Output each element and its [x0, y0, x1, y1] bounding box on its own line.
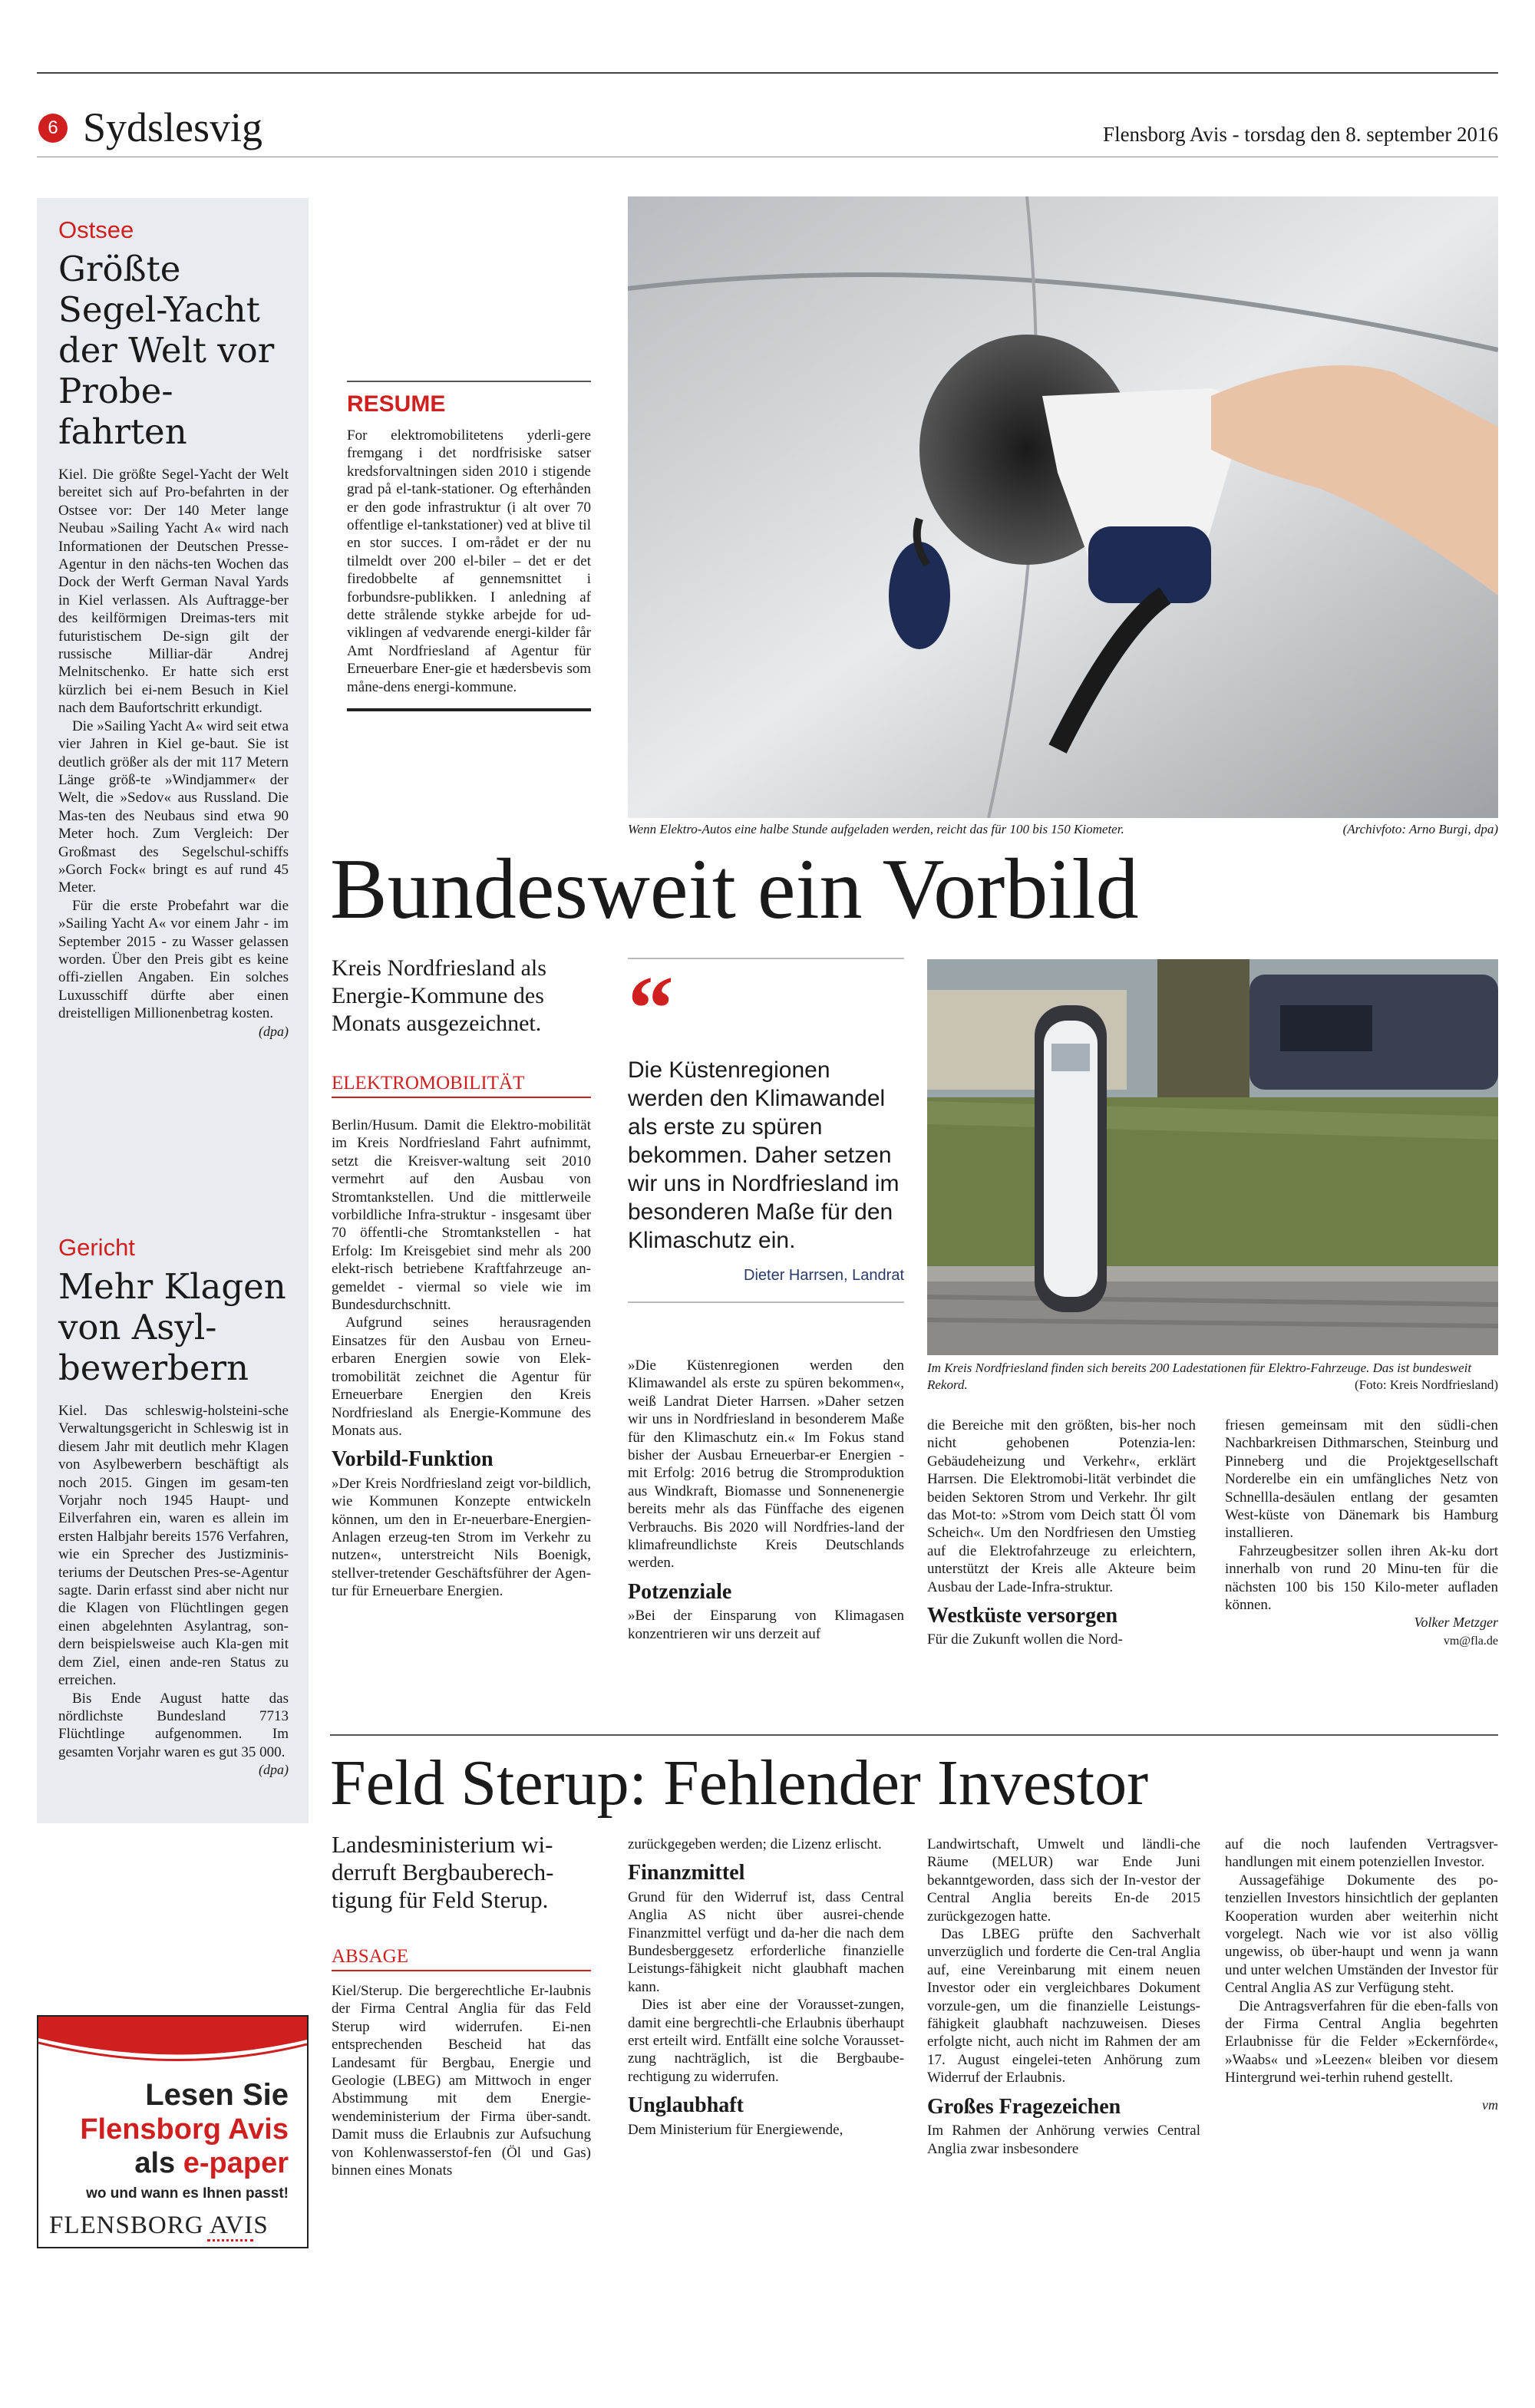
story-body — [927, 1417, 1196, 1649]
ad-line-3-epaper: e-paper — [183, 2147, 289, 2179]
ad-tagline: wo und wann es Ihnen passt! — [86, 2185, 289, 2202]
story-body — [1225, 1836, 1498, 2114]
resume-bottom-rule — [347, 708, 591, 711]
resume-text: For elektromobilitetens yderli-gere fremgang i det nordfrisiske satser kredsforvaltningen siden 2010 i stigende grad på el-tank-stationer. Og efterhånden er den gode infrastruktur (i alt over 70 offentlige el-tankstationer) ved at blive til en stor succes. I om-rådet er der nu tilmeldt over 200 el-biler – det er det firedobbelte af gennemsnittet i forbundsre-publikken. I anledning af dette strålende stykke arbejde for ud-viklingen af vedvarende energi-kilder får Amt Nordfriesland af Agentur für Erneuerbare Ener-gie et hædersbevis som måne-dens energi-kommune. — [347, 427, 591, 695]
section-label: ABSAGE — [332, 1946, 591, 1971]
paragraph: zurückgegeben werden; die Lizenz erlischt. — [628, 1836, 882, 1852]
paragraph: Im Rahmen der Anhörung verwies Central Anglia zwar insbesondere — [927, 2123, 1200, 2157]
subhead: Unglaubhaft — [628, 2093, 744, 2118]
paragraph: Die »Sailing Yacht A« wird seit etwa vier Jahren in Kiel ge-baut. Sie ist deutlich größer als der mit 117 Metern Länge größ-te »Windjammer« der Welt, die »Sedov« aus Russland. Die Mas-ten des Neubaus sind etwa 90 Meter hoch. Zum Vergleich: Der Großmast des Segelschul-schiffs »Gorch Fock« bringt es auf rund 45 Meter. — [58, 717, 289, 896]
paragraph: Bis Ende August hatte das nördlichste Bundesland 7713 Flüchtlinge aufgenommen. Im gesamten Vorjahr waren es gut 35 000. — [58, 1690, 289, 1760]
subhead: Potzenziale — [628, 1579, 732, 1604]
paragraph: Für die Zukunft wollen die Nord- — [927, 1631, 1123, 1648]
story-divider — [330, 1734, 1498, 1736]
ad-line-3-prefix: als — [134, 2147, 183, 2179]
charging-station-photo-art — [927, 959, 1498, 1355]
paragraph: Dem Ministerium für Energiewende, — [628, 2121, 843, 2138]
paragraph: Fahrzeugbesitzer sollen ihren Ak-ku dort innerhalb von rund 20 Minu-ten für die nächsten 100 bis 150 Kilo-meter aufladen können. — [1225, 1542, 1498, 1614]
paragraph: Grund für den Widerruf ist, dass Central Anglia AS nicht über ausrei-chende Finanzmittel verfügt und da-her die nach dem Bundesberggesetz erforderliche finanzielle Leistungs-fähigkeit nicht glaubhaft machen kann. — [628, 1888, 904, 1995]
photo2-caption: Im Kreis Nordfriesland finden sich bereits 200 Ladestationen für Elektro-Fahrzeuge. Das ist bundesweit Rekord. — [927, 1361, 1472, 1392]
photo2-credit: (Foto: Kreis Nordfriesland) — [1355, 1377, 1498, 1392]
second-deck: Landesministerium wi-derruft Bergbauberech-tigung für Feld Sterup. — [332, 1831, 554, 1913]
second-col-4 — [1225, 1836, 1498, 2114]
quote-attribution: Dieter Harrsen, Landrat — [744, 1267, 904, 1284]
subhead: Westküste versorgen — [927, 1604, 1118, 1628]
story-body — [58, 1402, 289, 1780]
second-col-2 — [628, 1836, 904, 2139]
main-col-3 — [927, 1417, 1196, 1649]
pull-quote-bottom-rule — [628, 1301, 904, 1303]
author-name: Volker Metzger — [1414, 1615, 1498, 1631]
story-kicker: Gericht — [58, 1234, 135, 1261]
paper-date: Flensborg Avis - torsdag den 8. september 2016 — [1103, 123, 1498, 146]
ad-logo: FLENSBORG AVIS — [49, 2212, 269, 2239]
ad-red-swoosh — [38, 2017, 307, 2078]
paragraph: Kiel/Sterup. Die bergerechtliche Er-laubnis der Firma Central Anglia für das Feld Sterup wird widerrufen. Ei-nen entsprechenden Bescheid hat das Landesamt für Bergbau, Energie und Geologie (LBEG) am Mittwoch in enger Abstimmung mit dem Energie-wendeministerium der Firma über-sandt. Damit muss die Erlaubnis zur Aufsuchung von Kohlenwasserstof-fen (Öl und Gas) binnen eines Monats — [332, 1983, 591, 2179]
story-body — [628, 1836, 904, 2139]
subhead: Finanzmittel — [628, 1861, 745, 1885]
sidebar-story-yacht — [58, 216, 289, 1041]
paragraph: »Die Küstenregionen werden den Klimawandel als erste zu spüren bekommen«, weiß Landrat Dieter Harrsen. »Daher setzen wir uns in Nordfriesland in besonderem Maße für den Klimaschutz ein.« Im Fokus stand bisher der Ausbau Erneuerbar-er Energien - mit Erfolg: 2016 betrug die Stromproduktion aus Windkraft, Biomasse und Sonnenenergie bereits mehr als das Fünffache des eigenen Verbrauchs. Bis 2020 will Nordfries-land der klimafreundlichste Kreis Deutschlands werden. — [628, 1357, 904, 1572]
second-col-1 — [332, 1831, 591, 2179]
paragraph: Berlin/Husum. Damit die Elektro-mobilität im Kreis Nordfriesland Fahrt aufnimmt, setzt die Kreisver-waltung seit 2010 vermehrt auf den Ausbau von Stromtankstellen. Und die mittlerweile vorbildliche Infra-struktur - insgesamt über 70 öffentli-che Stromtankstellen - hat Erfolg: Im Kreisgebiet sind mehr als 200 elekt-risch betriebene Kraftfahrzeuge an-gemeldet - viermal so viele wie im Bundesdurchschnitt. — [332, 1117, 591, 1314]
story-body — [332, 1982, 591, 2179]
paragraph: Landwirtschaft, Umwelt und ländli-che Räume (MELUR) war Ende Juni bekanntgeworden, dass sich der In-vestor der Central Anglia bereits En-de 2015 zurückgezogen hatte. — [927, 1836, 1200, 1925]
quote-mark: “ — [628, 957, 674, 1059]
second-headline: Feld Sterup: Fehlender Investor — [330, 1747, 1149, 1819]
paragraph: »Der Kreis Nordfriesland zeigt vor-bildlich, wie Kommunen Konzepte entwickeln können, um den in Er-neuerbare-Energien-Anlagen erzeug-ten Strom im Verkehr zu nutzen«, unterstreicht Nils Boenigk, stellver-tretender Geschäftsführer der Agen-tur für Erneuerbare Energien. — [332, 1475, 591, 1600]
resume-box — [347, 381, 591, 711]
main-headline: Bundesweit ein Vorbild — [330, 842, 1139, 937]
story-source: (dpa) — [259, 1762, 289, 1778]
resume-label: RESUME — [347, 391, 446, 417]
main-col-4 — [1225, 1417, 1498, 1650]
second-col-3 — [927, 1836, 1200, 2158]
section-label: ELEKTROMOBILITÄT — [332, 1073, 591, 1098]
paragraph: Für die erste Probefahrt war die »Sailing Yacht A« vor einem Jahr - im September 2015 - zu Wasser gelassen worden. Über den Preis gibt es keine offi-ziellen Angaben. Ein solches Luxusschiff dürfte aber einen dreistelligen Millionenbetrag kosten. — [58, 897, 289, 1022]
main-deck: Kreis Nordfriesland als Energie-Kommune des Monats ausgezeichnet. — [332, 955, 546, 1036]
resume-top-rule — [347, 381, 591, 382]
story-body — [1225, 1417, 1498, 1650]
paragraph: auf die noch laufenden Vertragsver-handlungen mit einem potenziellen Investor. — [1225, 1836, 1498, 1871]
ad-line-1: Lesen Sie — [145, 2078, 289, 2112]
story-headline: Mehr Klagen von Asyl-bewerbern — [58, 1266, 286, 1388]
paragraph: Kiel. Die größte Segel-Yacht der Welt bereitet sich auf Pro-befahrten in der Ostsee vor: Der 140 Meter lange Neubau »Sailing Yacht A« wird nach Informationen der Deutschen Presse-Agentur in den nächs-ten Wochen das Dock der Werft German Naval Yards in Kiel verlassen. Als Auftragge-ber des keilförmigen Dreimas-ters mit futuristischem De-sign gilt der russische Milliar-där Andrej Melnitschenko. Er hatte sich erst kürzlich bei ei-nem Besuch in Kiel nach dem Baufortschritt erkundigt. — [58, 467, 289, 717]
page-number-badge: 6 — [38, 114, 68, 143]
ad-line-2: Flensborg Avis — [80, 2113, 289, 2146]
story-body — [332, 1117, 591, 1601]
ev-charging-photo — [628, 196, 1498, 818]
paragraph: friesen gemeinsam mit den südli-chen Nachbarkreisen Dithmarschen, Steinburg und Pinneberg und die Projektgesellschaft Norderelbe ein ein umfängliches Netz von Schnellla-desäulen entlang der gesamten West-küste von Dänemark bis Hamburg installieren. — [1225, 1417, 1498, 1542]
paragraph: Aussagefähige Dokumente des po-tenziellen Investors hinsichtlich der geplanten Kooperation wurden aber weiterhin nicht vorgelegt. Nach wie vor ist also völlig ungewiss, ob über-haupt und wenn ja wann und unter welchen Umständen der Investor für Central Anglia AS zur Verfügung steht. — [1225, 1872, 1498, 1997]
epaper-ad[interactable] — [37, 2015, 309, 2248]
ad-logo-underline — [207, 2239, 253, 2241]
photo1-caption: Wenn Elektro-Autos eine halbe Stunde aufgeladen werden, reicht das für 100 bis 150 Kiometer. — [628, 822, 1124, 836]
story-body — [58, 466, 289, 1041]
quote-text: Die Küstenregionen werden den Klimawandel als erste zu spüren bekommen. Daher setzen wir uns in Nordfriesland im besonderen Maße für den Klimaschutz ein. — [628, 1057, 900, 1253]
story-body — [927, 1836, 1200, 2158]
top-rule — [37, 72, 1498, 74]
story-body — [628, 1357, 904, 1643]
paragraph: Dies ist aber eine der Vorausset-zungen, damit eine bergrechtli-che Erlaubnis überhaupt erst erteilt wird. Entfällt eine solche Vorausset-zung nachträglich, ist die Bergbaube-rechtigung zu widerrufen. — [628, 1997, 904, 2085]
author-initials: vm — [1482, 2096, 1498, 2113]
main-col-1 — [332, 955, 591, 1601]
paragraph: Die Antragsverfahren für die eben-falls von der Firma Central Anglia begehrten Erlaubnisse für die Felder »Eckernförde«, »Waabs« und »Leezen« bleiben vor diesem Hintergrund wei-terhin ruhend gestellt. — [1225, 1997, 1498, 2086]
main-col-2 — [628, 1357, 904, 1643]
ad-line-3 — [134, 2147, 289, 2180]
story-source: (dpa) — [259, 1023, 289, 1039]
sidebar-story-asylum — [58, 1234, 289, 1780]
paragraph: Kiel. Das schleswig-holsteini-sche Verwaltungsgericht in Schleswig ist in diesem Jahr mit deutlich mehr Klagen von Asylbewerbern beschäftigt als noch 2015. Gingen im gesam-ten Vorjahr noch 1945 Haupt- und Eilverfahren ein, waren es allein im ersten Halbjahr bereits 1576 Verfahren, wie ein Sprecher des Justizminis-teriums der Deutschen Pres-se-Agentur sagte. Darin erfasst sind aber nicht nur die Klagen von Flüchtlingen gegen einen abgelehnten Asylantrag, son-dern beispielsweise auch Kla-gen mit dem Ziel, einen ande-ren Status zu erreichen. — [58, 1403, 289, 1689]
charging-station-photo — [927, 959, 1498, 1355]
story-headline: Größte Segel-Yacht der Welt vor Probe-fahrten — [58, 249, 275, 452]
paragraph: »Bei der Einsparung von Klimagasen konzentrieren wir uns derzeit auf — [628, 1608, 904, 1642]
photo1-credit: (Archivfoto: Arno Burgi, dpa) — [1342, 822, 1498, 836]
paragraph: Aufgrund seines herausragenden Einsatzes für den Ausbau von Erneu-erbaren Energien sowie von Elek-tromobilität zeichnet die Agentur für Erneuerbare Energien den Kreis Nordfriesland als Energie-Kommune des Monats aus. — [332, 1315, 591, 1439]
story-kicker: Ostsee — [58, 216, 134, 243]
subhead: Vorbild-Funktion — [332, 1447, 494, 1472]
section-title: Sydslesvig — [83, 104, 263, 150]
subhead: Großes Fragezeichen — [927, 2094, 1121, 2119]
paragraph: die Bereiche mit den größten, bis-her noch nicht gehobenen Potenzia-len: Gebäudeheizung und Verkehr«, erklärt Harrsen. Die Elektromobi-lität verbindet die beiden Sektoren Strom und Verkehr. Ihr gilt das Mot-to: »Strom vom Deich statt Öl vom Scheich«. Um den Nordfriesen den Umstieg auf die Elektrofahrzeuge zu erleichtern, unterstützt der Kreis alle Akteure beim Ausbau der Lade-Infra-struktur. — [927, 1417, 1196, 1595]
ev-charging-photo-art — [628, 196, 1498, 818]
paragraph: Das LBEG prüfte den Sachverhalt unverzüglich und forderte die Cen-tral Anglia auf, eine Vereinbarung mit einem neuen Investor oder ein vergleichbares Dokument vorzule-gen, um die finanzielle Leistungs-fähigkeit glaubhaft nachzuweisen. Dieses erfolgte nicht, auch nicht im Rahmen der am 17. August eingelei-teten Anhörung zum Widerruf der Erlaubnis. — [927, 1926, 1200, 2086]
pull-quote — [628, 958, 904, 1303]
author-email[interactable]: vm@fla.de — [1443, 1634, 1498, 1648]
